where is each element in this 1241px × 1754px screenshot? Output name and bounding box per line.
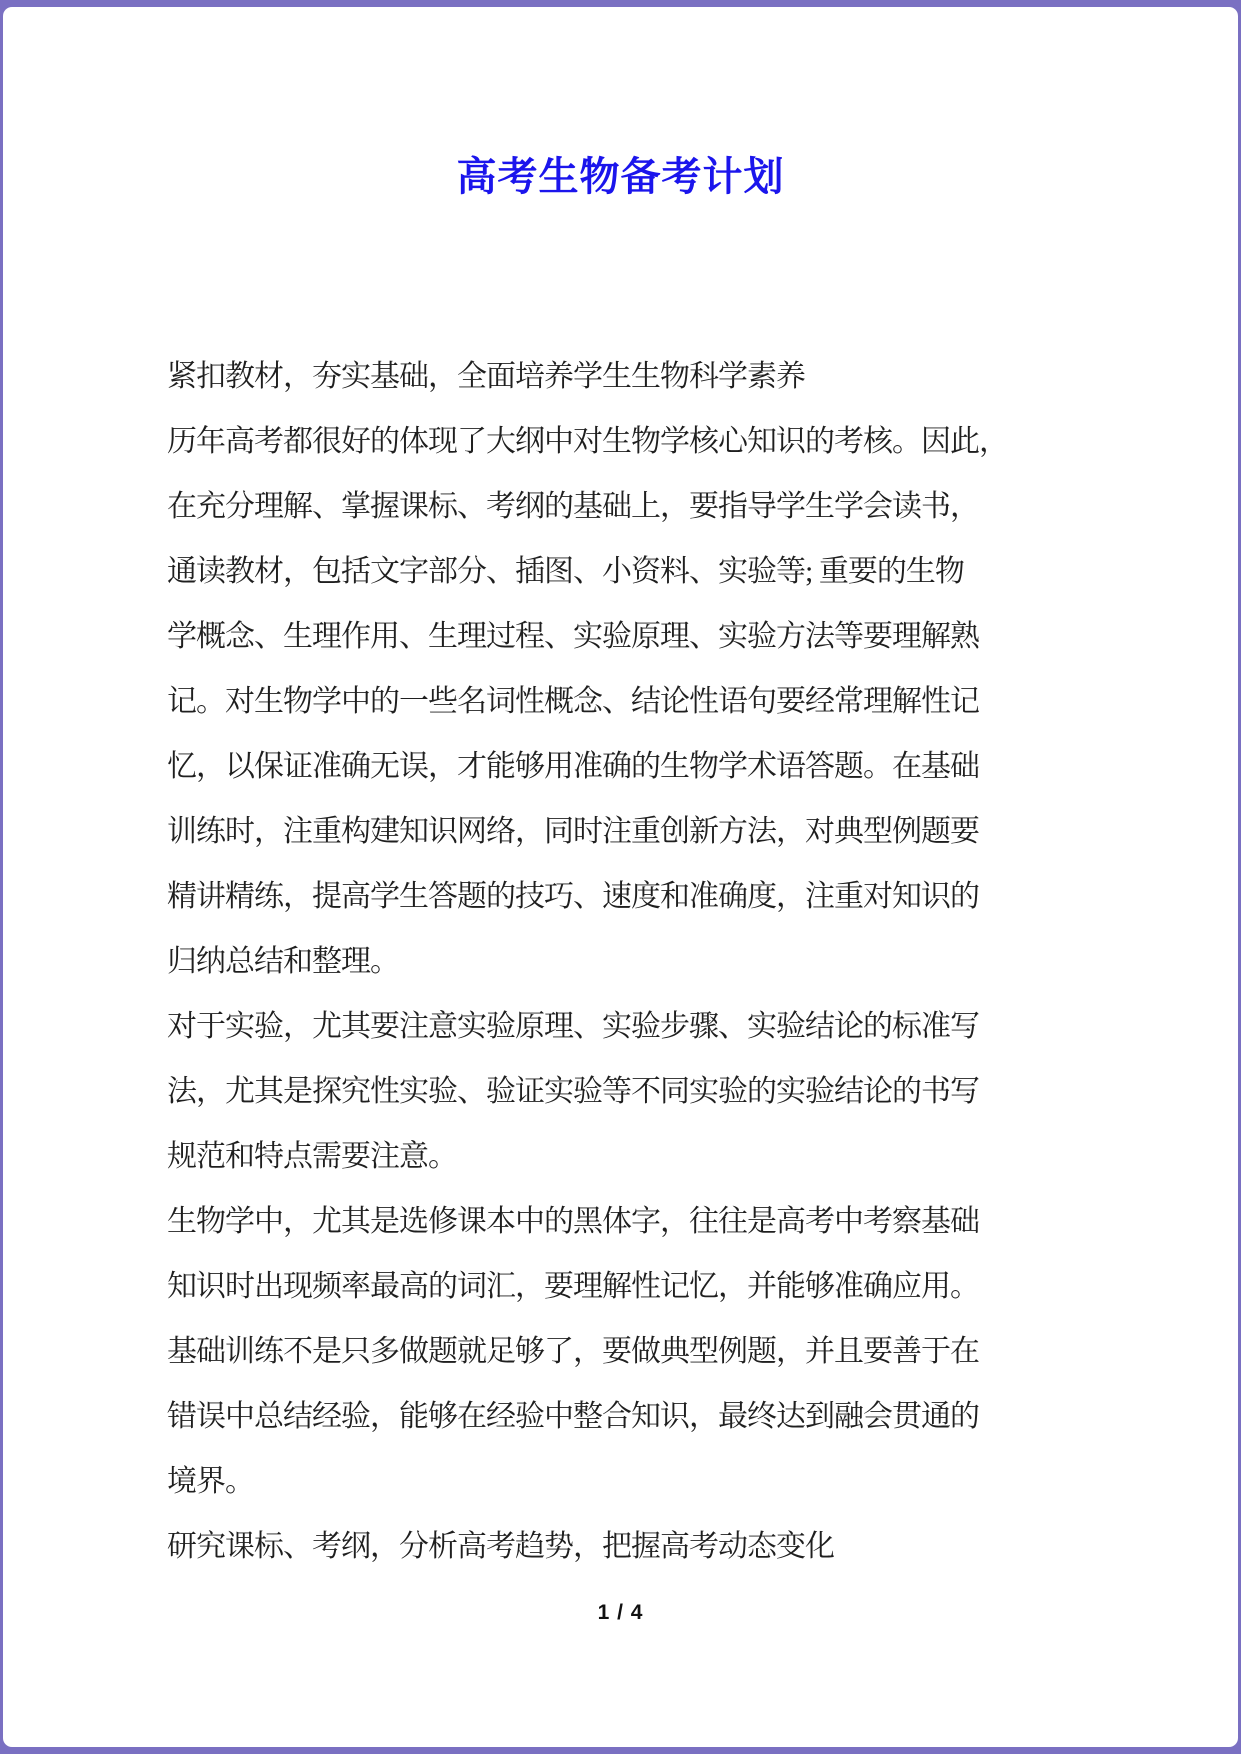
text-line: 生物学中，尤其是选修课本中的黑体字，往往是高考中考察基础 xyxy=(167,1205,979,1238)
document-title: 高考生物备考计划 xyxy=(456,155,785,199)
text-line: 对于实验，尤其要注意实验原理、实验步骤、实验结论的标准写 xyxy=(167,1010,979,1043)
text-line: 法，尤其是探究性实验、验证实验等不同实验的实验结论的书写 xyxy=(167,1075,979,1108)
text-line: 紧扣教材，夯实基础，全面培养学生生物科学素养 xyxy=(167,360,805,393)
text-line: 规范和特点需要注意。 xyxy=(167,1140,457,1173)
page-number: 1 / 4 xyxy=(597,1601,644,1624)
text-line: 基础训练不是只多做题就足够了，要做典型例题，并且要善于在 xyxy=(167,1335,979,1368)
text-line: 忆，以保证准确无误，才能够用准确的生物学术语答题。在基础 xyxy=(167,750,979,783)
text-line: 在充分理解、掌握课标、考纲的基础上，要指导学生学会读书， xyxy=(167,490,979,523)
text-line: 境界。 xyxy=(167,1465,254,1498)
text-line: 研究课标、考纲，分析高考趋势，把握高考动态变化 xyxy=(167,1530,834,1563)
text-line: 训练时，注重构建知识网络，同时注重创新方法，对典型例题要 xyxy=(167,815,979,848)
text-line: 精讲精练，提高学生答题的技巧、速度和准确度，注重对知识的 xyxy=(167,880,979,913)
text-line: 错误中总结经验，能够在经验中整合知识，最终达到融会贯通的 xyxy=(167,1400,979,1433)
document-body xyxy=(167,344,1008,1579)
document-page xyxy=(3,7,1238,1747)
text-line: 记。对生物学中的一些名词性概念、结论性语句要经常理解性记 xyxy=(167,685,979,718)
text-line: 历年高考都很好的体现了大纲中对生物学核心知识的考核。因此， xyxy=(167,425,1008,458)
text-line: 学概念、生理作用、生理过程、实验原理、实验方法等要理解熟 xyxy=(167,620,979,653)
text-line: 通读教材，包括文字部分、插图、小资料、实验等; 重要的生物 xyxy=(167,555,964,588)
text-line: 知识时出现频率最高的词汇，要理解性记忆，并能够准确应用。 xyxy=(167,1270,979,1303)
text-line: 归纳总结和整理。 xyxy=(167,945,399,978)
